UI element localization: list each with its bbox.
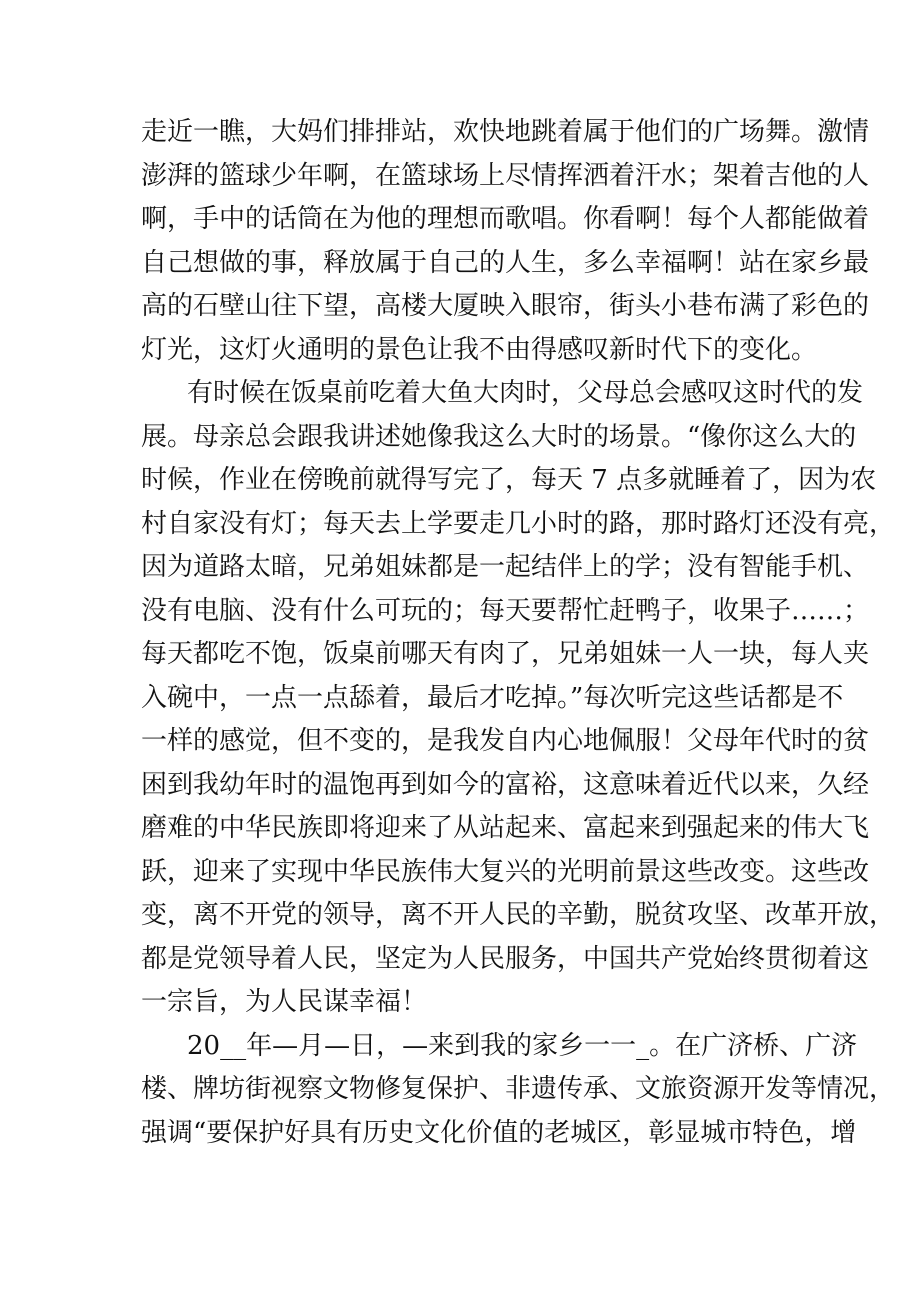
paragraph-3 (141, 1025, 896, 1156)
text-line: 啊，手中的话筒在为他的理想而歌唱。你看啊！每个人都能做着 (141, 204, 870, 234)
text-line: 没有电脑、没有什么可玩的；每天要帮忙赶鸭子，收果子……； (141, 595, 870, 626)
text-line: 困到我幼年时的温饱再到如今的富裕，这意味着近代以来，久经 (141, 769, 870, 800)
body-text (141, 111, 896, 1155)
text-line: 磨难的中华民族即将迎来了从站起来、富起来到强起来的伟大飞 (141, 813, 870, 843)
text-line: 跃，迎来了实现中华民族伟大复兴的光明前景这些改变。这些改 (141, 856, 870, 887)
text-line: 灯光，这灯火通明的景色让我不由得感叹新时代下的变化。 (141, 334, 818, 365)
text-line: 一样的感觉，但不变的，是我发自内心地佩服！父母年代时的贫 (141, 726, 870, 756)
paragraph-1 (141, 111, 870, 372)
text-line: 入碗中，一点一点舔着，最后才吃掉。”每次听完这些话都是不 (141, 682, 844, 713)
text-line: 自己想做的事，释放属于自己的人生，多么幸福啊！站在家乡最 (141, 247, 870, 278)
text-line: 20__年—月—日，—来到我的家乡一一_。在广济桥、广济 (187, 1030, 858, 1061)
text-line: 有时候在饭桌前吃着大鱼大肉时，父母总会感叹这时代的发 (187, 378, 864, 408)
text-line: 每天都吃不饱，饭桌前哪天有肉了，兄弟姐妹一人一块，每人夹 (141, 639, 870, 669)
text-line: 变，离不开党的领导，离不开人民的辛勤，脱贫攻坚、改革开放， (141, 900, 896, 930)
text-line: 强调“要保护好具有历史文化价值的老城区，彰显城市特色，增 (141, 1117, 857, 1148)
text-line: 高的石壁山往下望，高楼大厦映入眼帘，街头小巷布满了彩色的 (141, 291, 870, 321)
text-line: 展。母亲总会跟我讲述她像我这么大时的场景。“像你这么大的 (141, 421, 857, 452)
text-line: 走近一瞧，大妈们排排站，欢快地跳着属于他们的广场舞。激情 (141, 117, 870, 147)
paragraph-2 (141, 372, 896, 1025)
text-line: 因为道路太暗，兄弟姐妹都是一起结伴上的学；没有智能手机、 (141, 552, 870, 582)
text-line: 时候，作业在傍晚前就得写完了，每天 7 点多就睡着了，因为农 (141, 465, 877, 495)
text-line: 村自家没有灯；每天去上学要走几小时的路，那时路灯还没有亮， (141, 508, 896, 539)
text-line: 一宗旨，为人民谋幸福！ (141, 987, 428, 1017)
text-line: 楼、牌坊街视察文物修复保护、非遗传承、文旅资源开发等情况， (141, 1074, 896, 1104)
text-line: 澎湃的篮球少年啊，在篮球场上尽情挥洒着汗水；架着吉他的人 (141, 160, 870, 191)
text-line: 都是党领导着人民，坚定为人民服务，中国共产党始终贯彻着这 (141, 943, 870, 974)
